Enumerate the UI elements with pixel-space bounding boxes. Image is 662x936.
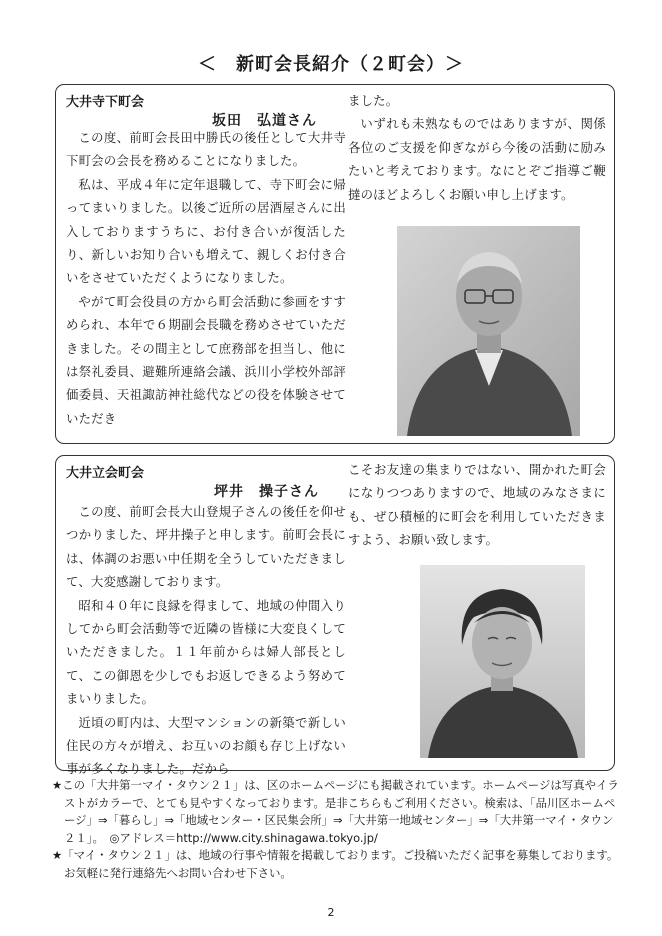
article-left-column bbox=[66, 126, 346, 430]
paragraph: 昭和４０年に良縁を得まして、地域の仲間入りしてから町会活動等で近隣の皆様に大変良くしていただきました。１１年前からは婦人部長として、この御恩を少しでもお返しできるよう努めてまいりました。 bbox=[66, 597, 346, 707]
chairperson-name: 坪井 操子さん bbox=[214, 484, 319, 500]
note-homepage: ★この「大井第一マイ・タウン２１」は、区のホームページにも掲載されています。ホームページは写真やイラストがカラーで、とても見やすくなっております。是非こちらもご利用ください。検索は、「品川区ホームページ」⇒「暮らし」⇒「地域センター・区民集会所」⇒「大井第一地域センター」⇒「大井第一マイ・タウン２１」。 ◎アドレス＝http://www.city.shinagawa.tokyo.jp/ bbox=[52, 778, 619, 845]
article-right-column bbox=[348, 458, 606, 552]
paragraph: いずれも未熟なものではありますが、関係各位のご支援を仰ぎながら今後の活動に励みたいと考えております。なにとぞご指導ご鞭撻のほどよろしくお願い申し上げます。 bbox=[348, 116, 606, 202]
association-name: 大井立会町会 bbox=[66, 466, 145, 481]
portrait-photo bbox=[420, 565, 585, 758]
footer-notes bbox=[52, 777, 622, 883]
paragraph: やがて町会役員の方から町会活動に参画をすすめられ、本年で６期副会長職を務めさせていただきました。その間主として庶務部を担当し、他には祭礼委員、避難所連絡会議、浜川小学校外部評価委員、天祖諏訪神社総代などの役を体験させていただき bbox=[66, 293, 346, 426]
note-submissions: ★「マイ・タウン２１」は、地域の行事や情報を掲載しております。ご投稿いただく記事を募集しております。お気軽に発行連絡先へお問い合わせ下さい。 bbox=[52, 848, 619, 880]
paragraph: 近頃の町内は、大型マンションの新築で新しい住民の方々が増え、お互いのお顔も存じ上げない事が多くなりました。だから bbox=[66, 714, 346, 777]
page-number: 2 bbox=[327, 906, 335, 919]
chairperson-name: 坂田 弘道さん bbox=[212, 113, 317, 129]
paragraph: 私は、平成４年に定年退職して、寺下町会に帰ってまいりました。以後ご近所の居酒屋さんに出入しておりますうちに、お付き合いが復活したり、新しいお知り合いも増えて、親しくお付き合いをさせていただくようになりました。 bbox=[66, 176, 346, 286]
portrait-photo bbox=[397, 226, 580, 436]
page-title: ＜ 新町会長紹介（２町会）＞ bbox=[198, 54, 464, 75]
paragraph: この度、前町会長田中勝氏の後任として大井寺下町会の会長を務めることになりました。 bbox=[66, 130, 346, 169]
paragraph: この度、前町会長大山登規子さんの後任を仰せつかりました、坪井操子と申します。前町会長には、体調のお悪い中任期を全うしていただきまして、大変感謝しております。 bbox=[66, 504, 346, 590]
article-left-column bbox=[66, 500, 346, 781]
paragraph: ました。 bbox=[348, 93, 399, 108]
article-right-column bbox=[348, 89, 606, 206]
paragraph: こそお友達の集まりではない、開かれた町会になりつつありますので、地域のみなさまにも、ぜひ積極的に町会を利用していただきますよう、お願い致します。 bbox=[348, 462, 606, 548]
association-name: 大井寺下町会 bbox=[66, 95, 145, 110]
